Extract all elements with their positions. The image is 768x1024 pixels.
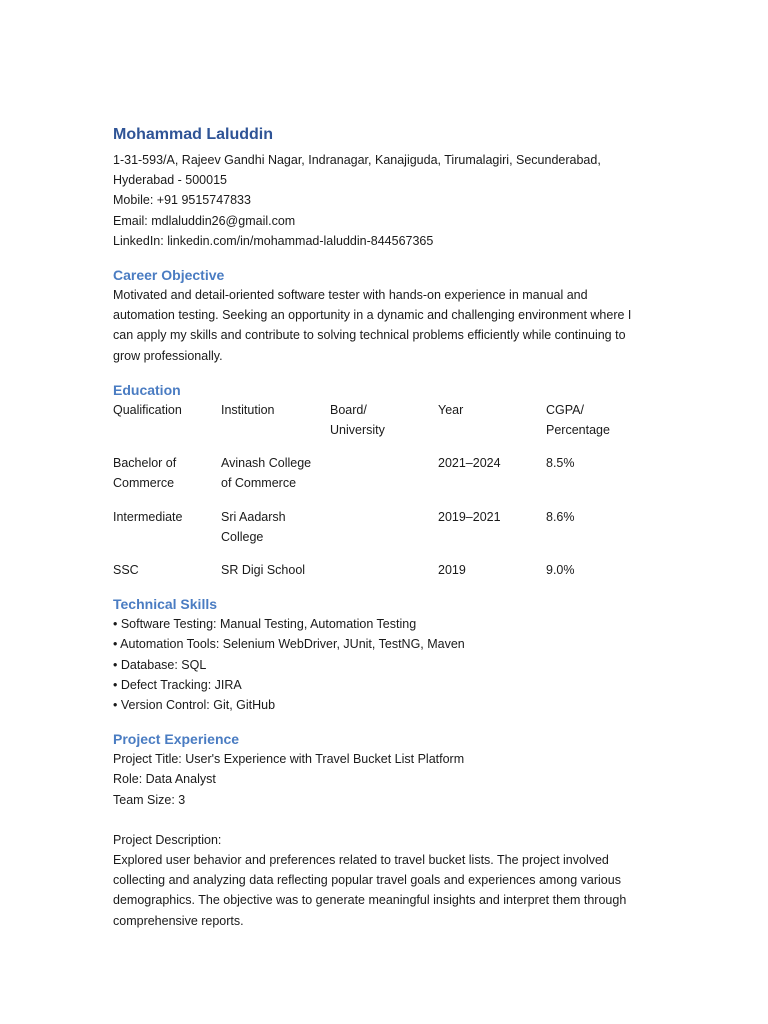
project-description-label: Project Description:: [113, 832, 222, 847]
technical-skills-heading: Technical Skills: [113, 596, 218, 613]
qualification-cell: Bachelor of Commerce: [113, 456, 177, 491]
board-cell: [330, 507, 438, 560]
score-cell: 9.0%: [546, 563, 575, 578]
project-role: Role: Data Analyst: [113, 772, 216, 787]
objective-line: can apply my skills and contribute to solving technical problems efficiently while continuing to: [113, 328, 626, 343]
objective-line: Motivated and detail-oriented software tester with hands-on experience in manual and: [113, 288, 588, 303]
score-cell: 8.5%: [546, 456, 575, 471]
column-header-score: CGPA/ Percentage: [546, 402, 610, 438]
technical-skills-section: [113, 594, 658, 715]
project-description-line: collecting and analyzing data reflecting popular travel goals and experiences among various: [113, 873, 621, 888]
contact-header: [113, 124, 658, 251]
education-header-row: [113, 400, 658, 453]
year-cell: 2019: [438, 563, 466, 578]
qualification-cell: SSC: [113, 563, 139, 578]
project-team-size: Team Size: 3: [113, 792, 186, 807]
resume-page: [113, 124, 658, 931]
column-header-institution: Institution: [221, 402, 275, 417]
year-cell: 2021–2024: [438, 456, 501, 471]
email-address: Email: mdlaluddin26@gmail.com: [113, 213, 296, 228]
board-cell: [330, 560, 438, 580]
education-row: [113, 453, 658, 506]
board-cell: [330, 453, 438, 506]
qualification-cell: Intermediate: [113, 509, 183, 524]
education-table: [113, 400, 658, 580]
skill-item: • Version Control: Git, GitHub: [113, 698, 276, 713]
address-line-2: Hyderabad - 500015: [113, 173, 227, 188]
education-row: [113, 507, 658, 560]
project-description-line: demographics. The objective was to generate meaningful insights and interpret them through: [113, 893, 627, 908]
skill-item: • Database: SQL: [113, 657, 207, 672]
mobile-number: Mobile: +91 9515747833: [113, 193, 251, 208]
blank-line: [113, 810, 658, 830]
skill-item: • Automation Tools: Selenium WebDriver, JUnit, TestNG, Maven: [113, 637, 465, 652]
project-experience-heading: Project Experience: [113, 731, 240, 748]
year-cell: 2019–2021: [438, 509, 501, 524]
project-title: Project Title: User's Experience with Travel Bucket List Platform: [113, 752, 465, 767]
education-section: [113, 380, 658, 580]
project-description-line: Explored user behavior and preferences related to travel bucket lists. The project involved: [113, 853, 609, 868]
score-cell: 8.6%: [546, 509, 575, 524]
skill-item: • Software Testing: Manual Testing, Automation Testing: [113, 617, 417, 632]
objective-line: automation testing. Seeking an opportunity in a dynamic and challenging environment where I: [113, 308, 632, 323]
project-description-line: comprehensive reports.: [113, 913, 244, 928]
education-row: [113, 560, 658, 580]
linkedin-url: LinkedIn: linkedin.com/in/mohammad-laluddin-844567365: [113, 233, 434, 248]
column-header-qualification: Qualification: [113, 402, 182, 417]
skill-item: • Defect Tracking: JIRA: [113, 677, 242, 692]
career-objective-heading: Career Objective: [113, 267, 225, 284]
column-header-year: Year: [438, 402, 464, 417]
career-objective-section: [113, 265, 658, 366]
objective-line: grow professionally.: [113, 348, 223, 363]
institution-cell: Sri Aadarsh College: [221, 509, 286, 544]
institution-cell: SR Digi School: [221, 563, 306, 578]
column-header-board: Board/ University: [330, 402, 385, 438]
institution-cell: Avinash College of Commerce: [221, 456, 312, 491]
address-line-1: 1-31-593/A, Rajeev Gandhi Nagar, Indranagar, Kanajiguda, Tirumalagiri, Secunderabad,: [113, 153, 601, 167]
candidate-name: Mohammad Laluddin: [113, 126, 273, 143]
project-experience-section: [113, 729, 658, 931]
education-heading: Education: [113, 381, 181, 398]
